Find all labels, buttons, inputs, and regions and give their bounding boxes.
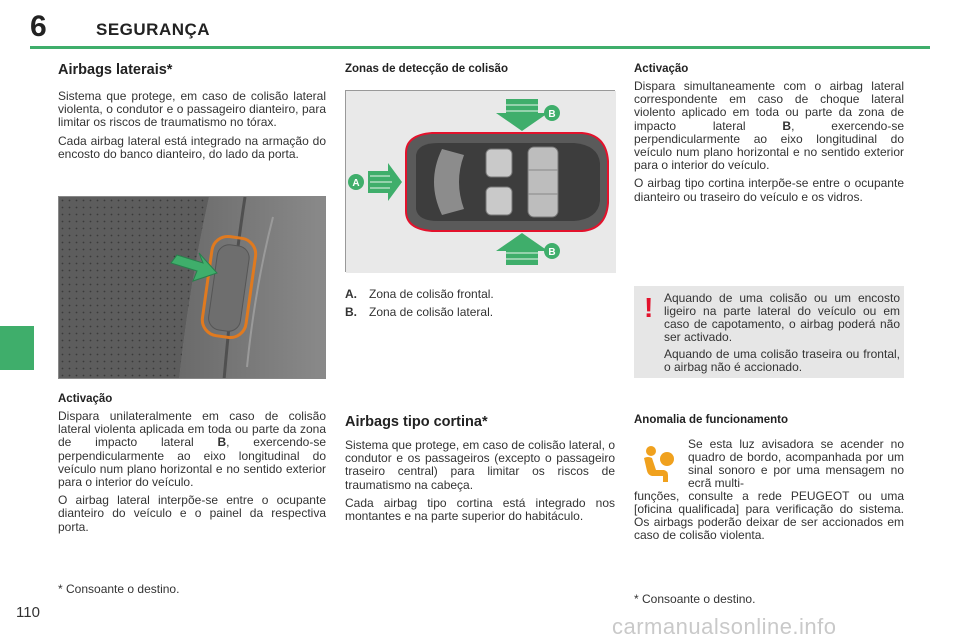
right-activation-para2: O airbag tipo cortina interpõe-se entre o ocupante dianteiro ou traseiro do veículo e os vidros. (634, 176, 904, 204)
zone-b-top-label: B (548, 109, 556, 120)
warning-box (634, 286, 904, 378)
left-activation-title: Activação (58, 393, 113, 405)
zone-b-bottom-label: B (548, 247, 556, 258)
collision-zones-diagram (345, 90, 615, 272)
side-airbags-para1: Sistema que protege, em caso de colisão lateral violenta, o condutor e o passageiro dianteiro, para limitar os riscos de traumatismo no tórax. (58, 89, 326, 130)
side-airbags-title: Airbags laterais* (58, 62, 173, 78)
right-activation-title: Activação (634, 63, 689, 75)
curtain-para1: Sistema que protege, em caso de colisão lateral, o condutor e os passageiros (excepto o passageiro traseiro central) para limitar os riscos de traumatismo na cabeça. (345, 438, 615, 492)
warning-para2: Aquando de uma colisão traseira ou frontal, o airbag não é accionado. (664, 347, 900, 374)
right-activation-para1: Dispara simultaneamente com o airbag lateral correspondente em caso de choque lateral violento aplicado em toda ou parte da zona de impacto lateral B, exercendo-se perpendicularmente ao eixo longitudinal do veículo num plano horizontal e no sentido exterior para o interior do veículo. (634, 79, 904, 173)
curtain-airbags-text (345, 439, 615, 528)
header-rule (30, 46, 930, 49)
watermark: carmanualsonline.info (612, 614, 837, 639)
left-activation-para1: Dispara unilateralmente em caso de colisão lateral violenta aplicada em toda ou parte da zona de impacto lateral B, exercendo-se perpendicularmente ao eixo longitudinal do veículo num plano horizontal e no sentido exterior para o interior do veículo. (58, 409, 326, 490)
side-airbags-para2: Cada airbag lateral está integrado na armação do encosto do banco dianteiro, do lado da porta. (58, 133, 326, 161)
zone-a-label: A (352, 178, 360, 189)
legend-zone-b: B. Zona de colisão lateral. (345, 305, 494, 319)
chapter-title: SEGURANÇA (96, 20, 211, 39)
zones-title: Zonas de detecção de colisão (345, 63, 508, 75)
airbag-warning-light-icon (638, 444, 678, 484)
right-activation-text (634, 80, 904, 209)
side-airbags-intro (58, 90, 326, 166)
chapter-side-tab (0, 326, 34, 370)
seat-airbag-photo (58, 196, 326, 379)
anomaly-text-wrapped: Se esta luz avisadora se acender no quadro de bordo, acompanhada por um sinal sonoro e por uma mensagem no ecrã multi- (688, 437, 904, 490)
anomaly-text-rest: funções, consulte a rede PEUGEOT ou uma [oficina qualificada] para verificação do sistema. Os airbags poderão deixar de ser accionados em caso de colisão violenta. (634, 489, 904, 542)
page-number: 110 (16, 604, 40, 621)
left-activation-para2: O airbag lateral interpõe-se entre o ocupante dianteiro do veículo e o painel da respectiva porta. (58, 493, 326, 534)
curtain-para2: Cada airbag tipo cortina está integrado nos montantes e na parte superior do habitáculo. (345, 495, 615, 524)
left-activation-text (58, 410, 326, 539)
warning-para1: Aquando de uma colisão ou um encosto ligeiro na parte lateral do veículo ou em caso de capotamento, o airbag poderá não ser activado. (664, 291, 900, 344)
warning-icon: ! (644, 292, 654, 323)
warning-text (664, 292, 900, 378)
anomaly-title: Anomalia de funcionamento (634, 414, 788, 426)
legend-zone-a: A. Zona de colisão frontal. (345, 287, 494, 301)
right-footnote: * Consoante o destino. (634, 592, 756, 606)
left-footnote: * Consoante o destino. (58, 582, 180, 596)
chapter-number: 6 (30, 10, 47, 43)
curtain-airbags-title: Airbags tipo cortina* (345, 414, 488, 430)
